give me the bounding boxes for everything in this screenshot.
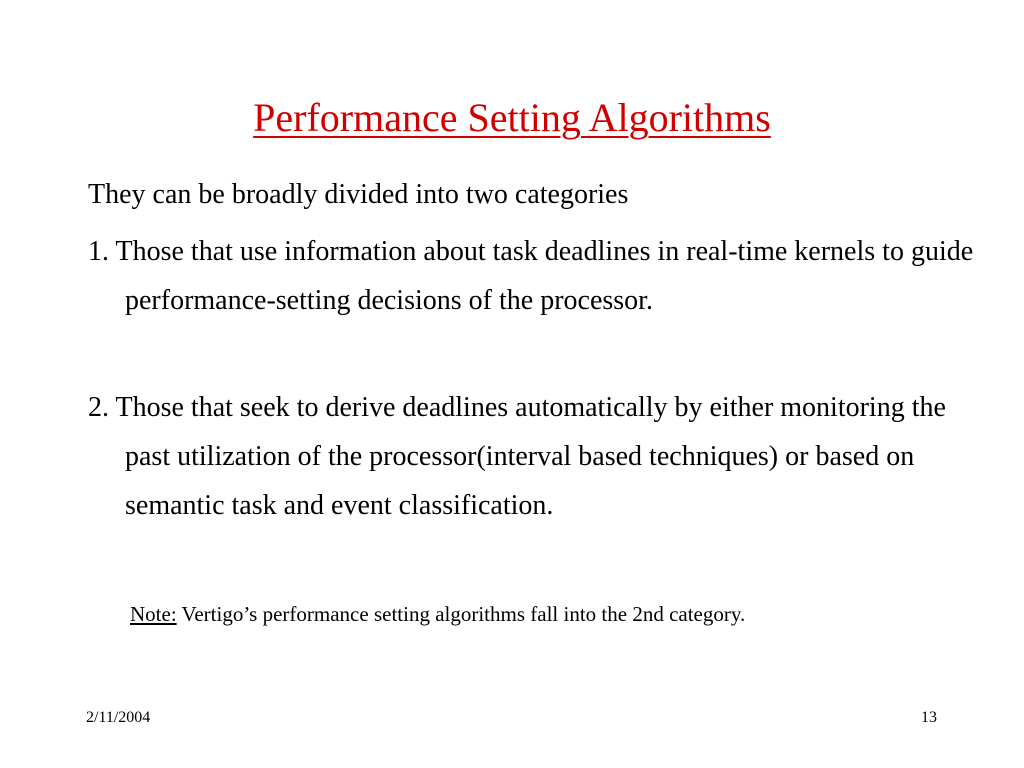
note-text: Vertigo’s performance setting algorithms fall into the 2nd category.	[176, 602, 746, 626]
list-item-1: 1. Those that use information about task deadlines in real-time kernels to guide performance-setting decisions of the processor.	[88, 236, 974, 316]
note-label: Note:	[130, 602, 177, 626]
slide-title: Performance Setting Algorithms	[253, 95, 771, 140]
page-number: 13	[921, 709, 937, 726]
footer-date: 2/11/2004	[86, 709, 151, 726]
list-item-2: 2. Those that seek to derive deadlines automatically by either monitoring the past utilization of the processor(interval based techniques) or based on semantic task and event classification.	[88, 392, 946, 521]
intro-text: They can be broadly divided into two categories	[88, 179, 629, 210]
note	[130, 600, 745, 628]
